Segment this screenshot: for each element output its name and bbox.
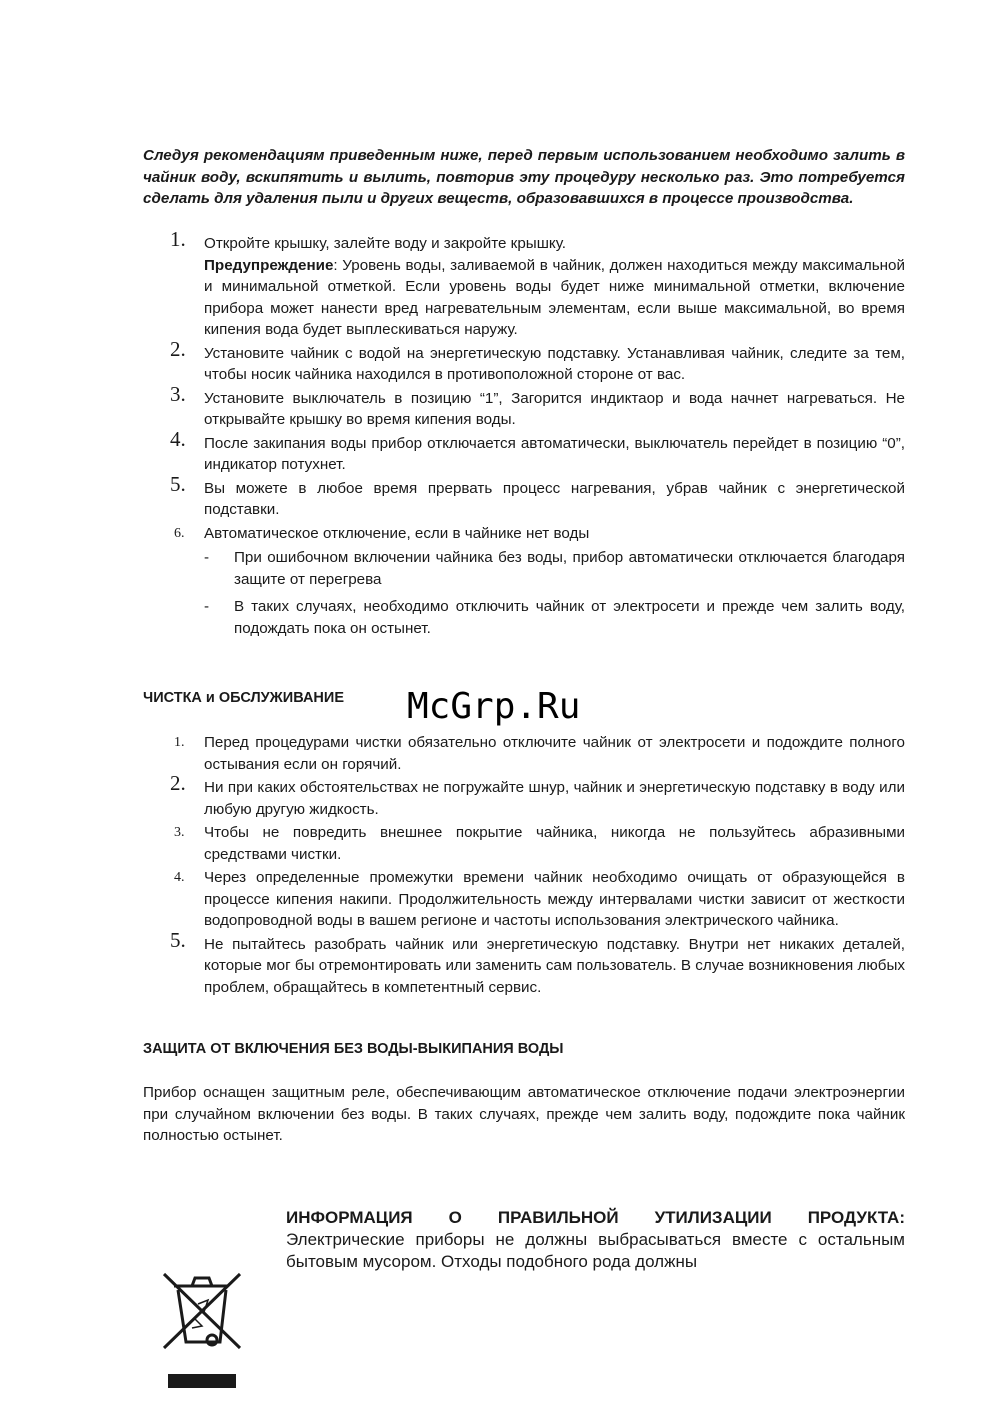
- list-item: [170, 523, 905, 640]
- list-item: [170, 867, 905, 932]
- list-item: [170, 771, 905, 820]
- step-number: 4.: [170, 426, 186, 451]
- disposal-text: Электрические приборы не должны выбрасываться вместе с остальным бытовым мусором. Отходы подобного рода должны: [286, 1230, 905, 1271]
- dash-marker: -: [204, 598, 210, 615]
- step-number: 2.: [170, 336, 186, 361]
- item-text: Перед процедурами чистки обязательно отключите чайник от электросети и подождите полного остывания если он горячий.: [204, 734, 905, 773]
- item-number: 1.: [174, 735, 185, 750]
- step-text: Автоматическое отключение, если в чайнике нет воды: [204, 524, 590, 542]
- usage-steps-list: [170, 227, 905, 645]
- item-text: Чтобы не повредить внешнее покрытие чайника, никогда не пользуйтесь абразивными средствами чистки.: [204, 824, 905, 863]
- cleaning-heading: ЧИСТКА и ОБСЛУЖИВАНИЕ: [143, 690, 344, 706]
- step-text: Откройте крышку, залейте воду и закройте крышку.: [204, 235, 566, 252]
- step-number: 5.: [170, 471, 186, 496]
- item-number: 4.: [174, 870, 185, 885]
- item-text: Не пытайтесь разобрать чайник или энергетическую подставку. Внутри нет никаких деталей, которые мог бы отремонтировать или заменить сам пользователь. В случае возникновения любых проблем, обращайтесь в компетентный сервис.: [204, 935, 905, 996]
- crossed-out-wheelie-bin-icon: [162, 1268, 242, 1390]
- item-text: Ни при каких обстоятельствах не погружайте шнур, чайник и энергетическую подставку в воду или любую другую жидкость.: [204, 779, 905, 818]
- item-text: Через определенные промежутки времени чайник необходимо очищать от образующейся в процессе кипения накипи. Продолжительность между интервалами чистки зависит от жесткости водопроводной воды в вашем регионе и частоты использования электрического чайника.: [204, 869, 905, 929]
- item-number: 2.: [170, 771, 186, 795]
- list-item: [170, 732, 905, 775]
- list-item: [170, 426, 905, 476]
- protection-heading: ЗАЩИТА ОТ ВКЛЮЧЕНИЯ БЕЗ ВОДЫ-ВЫКИПАНИЯ ВОДЫ: [143, 1041, 564, 1057]
- step-number: 3.: [170, 381, 186, 406]
- step-text: Установите чайник с водой на энергетическую подставку. Устанавливая чайник, следите за тем, чтобы носик чайника находился в противоположной стороне от вас.: [204, 344, 905, 383]
- list-item: [170, 227, 905, 341]
- step-text: После закипания воды прибор отключается автоматически, выключатель перейдет в позицию “0”, индикатор потухнет.: [204, 434, 905, 473]
- sub-item-text: При ошибочном включении чайника без воды, прибор автоматически отключается благодаря защите от перегрева: [234, 549, 905, 588]
- list-item: [170, 927, 905, 999]
- sub-list-item: [204, 596, 905, 639]
- list-item: [170, 822, 905, 865]
- step-number: 1.: [170, 227, 186, 251]
- intro-paragraph: Следуя рекомендациям приведенным ниже, перед первым использованием необходимо залить в чайник воду, вскипятить и вылить, повторив эту процедуру несколько раз. Это потребуется сделать для удаления пыли и других веществ, образовавшихся в процессе производства.: [143, 147, 905, 207]
- watermark: McGrp.Ru: [407, 686, 581, 727]
- warning-text: : Уровень воды, заливаемой в чайник, должен находиться между максимальной и минимальной отметкой. Если уровень воды будет ниже минимальной отметки, включение прибора может нанести вред нагревательным элементам, если выше максимальной, во время кипения вода будет выплескиваться наружу.: [204, 256, 905, 338]
- disposal-title: ИНФОРМАЦИЯ О ПРАВИЛЬНОЙ УТИЛИЗАЦИИ ПРОДУКТА:: [286, 1208, 905, 1227]
- list-item: [170, 471, 905, 521]
- item-number: 3.: [174, 825, 185, 840]
- list-item: [170, 381, 905, 431]
- sub-item-text: В таких случаях, необходимо отключить чайник от электросети и прежде чем залить воду, подождать пока он остынет.: [234, 598, 905, 637]
- step-text: Вы можете в любое время прервать процесс нагревания, убрав чайник с энергетической подставки.: [204, 479, 905, 518]
- list-item: [170, 336, 905, 386]
- sub-list-item: [204, 547, 905, 590]
- item-number: 5.: [170, 927, 186, 952]
- warning-label: Предупреждение: [204, 256, 334, 274]
- disposal-info: [286, 1207, 905, 1273]
- step-text: Установите выключатель в позицию “1”, Загорится индиктаор и вода начнет нагреваться. Не открывайте крышку во время кипения воды.: [204, 389, 905, 428]
- protection-paragraph: Прибор оснащен защитным реле, обеспечивающим автоматическое отключение подачи электроэнергии при случайном включении без воды. В таких случаях, прежде чем залить воду, подождите пока чайник полностью остынет.: [143, 1084, 905, 1144]
- sub-list: [204, 547, 905, 639]
- step-number: 6.: [174, 525, 185, 541]
- dash-marker: -: [204, 549, 210, 566]
- cleaning-list: [170, 732, 905, 1000]
